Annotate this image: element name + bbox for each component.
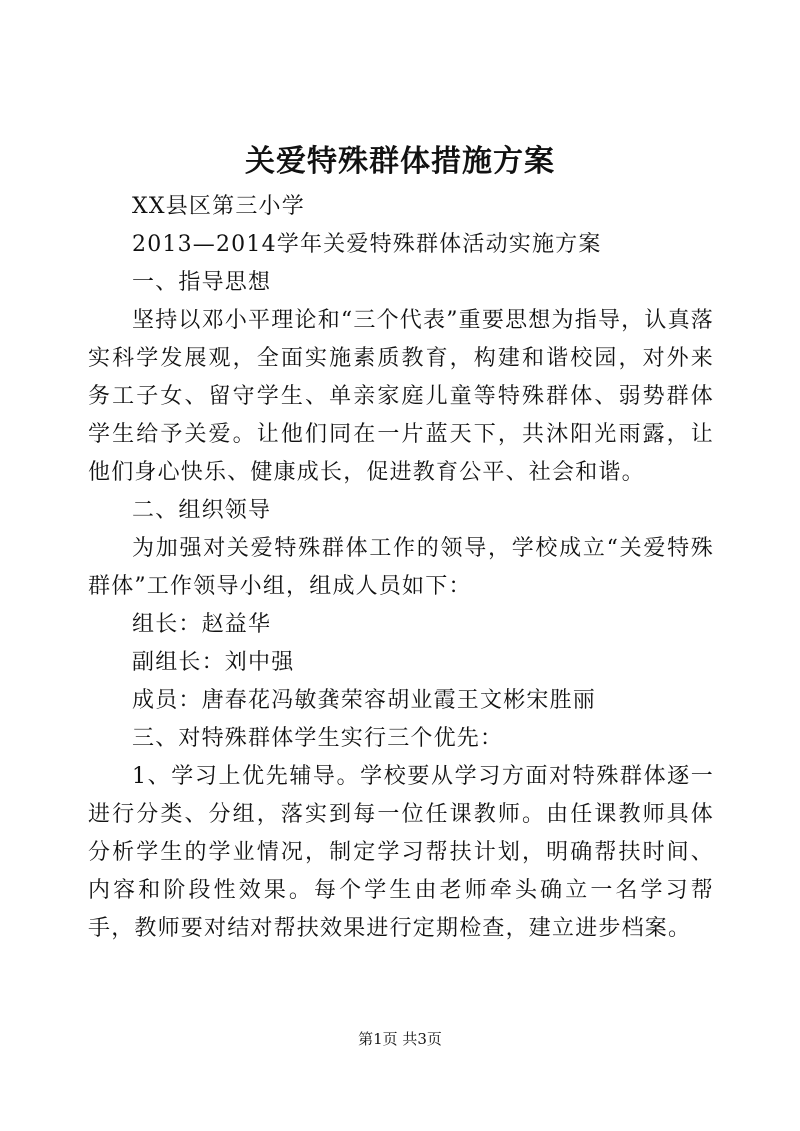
deputy-group-leader: 副组长：刘中强 (132, 650, 295, 675)
document-title: 关爱特殊群体措施方案 (245, 144, 555, 179)
section-heading-organization: 二、组织领导 (132, 498, 272, 523)
priority-study-paragraph: 1、学习上优先辅导。学校要从学习方面对特殊群体逐一进行分类、分组，落实到每一位任课教师。由任课教师具体分析学生的学业情况，制定学习帮扶计划，明确帮扶时间、内容和阶段性效果。每个学生由老师牵头确立一名学习帮手，教师要对结对帮扶效果进行定期检查，建立进步档案。 (88, 764, 714, 941)
organization-paragraph: 为加强对关爱特殊群体工作的领导，学校成立“关爱特殊群体”工作领导小组，组成人员如下： (88, 536, 714, 599)
school-name: XX县区第三小学 (132, 194, 305, 219)
page-indicator: 第1页 共3页 (358, 1030, 442, 1048)
document-body (88, 188, 714, 948)
plan-subtitle: 2013—2014学年关爱特殊群体活动实施方案 (132, 232, 602, 257)
section-heading-guiding-ideology: 一、指导思想 (132, 270, 272, 295)
group-leader: 组长：赵益华 (132, 612, 272, 637)
guiding-ideology-paragraph: 坚持以邓小平理论和“三个代表”重要思想为指导，认真落实科学发展观，全面实施素质教育，构建和谐校园，对外来务工子女、留守学生、单亲家庭儿童等特殊群体、弱势群体学生给予关爱。让他们同在一片蓝天下，共沐阳光雨露，让他们身心快乐、健康成长，促进教育公平、社会和谐。 (88, 308, 714, 485)
section-heading-three-priorities: 三、对特殊群体学生实行三个优先： (132, 726, 504, 751)
group-members: 成员：唐春花冯敏龚荣容胡业霞王文彬宋胜丽 (132, 688, 597, 713)
